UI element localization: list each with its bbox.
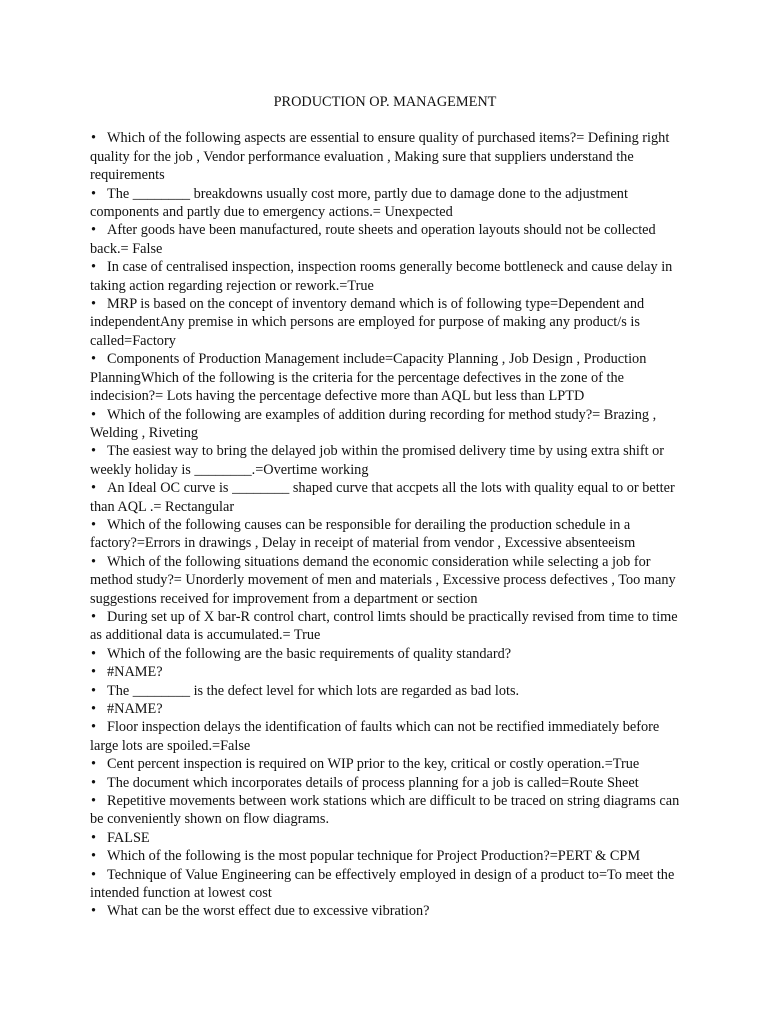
list-item-text: The document which incorporates details of process planning for a job is called=Route Sheet [107,774,639,791]
list-item-text: In case of centralised inspection, inspection rooms generally become bottleneck and cause delay in taking action regarding rejection or rework.=True [90,259,673,294]
list-item-text: The ________ is the defect level for which lots are regarded as bad lots. [107,682,520,699]
list-item [90,645,680,663]
document-page [90,93,680,921]
list-item [90,350,680,405]
list-item [90,608,680,645]
list-item-text: MRP is based on the concept of inventory demand which is of following type=Dependent and independentAny premise in which persons are employed for purpose of making any product/s is called=Factory [90,296,645,349]
list-item-text: During set up of X bar-R control chart, control limts should be practically revised from time to time as additional data is accumulated.= True [90,608,678,644]
list-item [90,866,680,903]
bullet-icon: • [91,719,97,736]
list-item-text: #NAME? [107,664,163,681]
list-item-text: What can be the worst effect due to excessive vibration? [107,903,430,920]
question-list [90,129,680,920]
bullet-icon: • [91,443,97,460]
bullet-icon: • [91,608,97,625]
list-item [90,718,680,755]
list-item [90,792,680,829]
list-item-text: Technique of Value Engineering can be effectively employed in design of a product to=To meet the intended function at lowest cost [90,866,675,902]
bullet-icon: • [91,516,97,533]
list-item [90,295,680,350]
list-item-text: Cent percent inspection is required on WIP prior to the key, critical or costly operation.=True [107,756,640,773]
list-item-text: Which of the following causes can be responsible for derailing the production schedule in a factory?=Errors in drawings , Delay in receipt of material from vendor , Excessive absenteeism [90,516,636,552]
list-item-text: Floor inspection delays the identification of faults which can not be rectified immediately before large lots are spoiled.=False [90,719,660,754]
list-item [90,829,680,847]
list-item-text: Which of the following situations demand the economic consideration while selecting a job for method study?= Unorderly movement of men and materials , Excessive process defectives , Too many suggestions received for improvement from a department or section [90,553,676,607]
list-item [90,221,680,258]
bullet-icon: • [91,553,97,570]
list-item-text: The ________ breakdowns usually cost more, partly due to damage done to the adjustment components and partly due to emergency actions.= Unexpected [90,185,628,221]
bullet-icon: • [91,793,97,810]
list-item [90,663,680,681]
list-item [90,479,680,516]
bullet-icon: • [91,866,97,883]
list-item [90,516,680,553]
bullet-icon: • [91,480,97,497]
bullet-icon: • [91,682,97,699]
bullet-icon: • [91,829,97,846]
list-item-text: FALSE [107,829,150,846]
list-item [90,553,680,608]
list-item [90,406,680,443]
bullet-icon: • [91,903,97,920]
list-item [90,755,680,773]
bullet-icon: • [91,351,97,368]
bullet-icon: • [91,756,97,773]
list-item-text: #NAME? [107,701,163,717]
list-item-text: Which of the following are the basic requirements of quality standard? [107,645,512,662]
list-item-text: Repetitive movements between work stations which are difficult to be traced on string diagrams can be conveniently shown on flow diagrams. [90,793,680,828]
bullet-icon: • [91,222,97,239]
list-item-text: An Ideal OC curve is ________ shaped curve that accpets all the lots with quality equal to or better than AQL .= Rectangular [90,480,675,515]
list-item-text: Components of Production Management include=Capacity Planning , Job Design , Production PlanningWhich of the following is the criteria for the percentage defectives in the zone of the indecision?= Lots having the percentage defective more than AQL but less than LPTD [90,351,647,405]
list-item [90,258,680,295]
list-item [90,847,680,865]
list-item [90,129,680,184]
bullet-icon: • [91,701,97,717]
list-item [90,774,680,792]
bullet-icon: • [91,259,97,276]
list-item [90,185,680,222]
bullet-icon: • [91,130,97,147]
bullet-icon: • [91,774,97,791]
list-item-text: The easiest way to bring the delayed job within the promised delivery time by using extra shift or weekly holiday is ________.=Overtime working [90,443,665,478]
list-item-text: Which of the following is the most popular technique for Project Production?=PERT & CPM [107,848,641,865]
bullet-icon: • [91,296,97,313]
list-item-text: Which of the following aspects are essential to ensure quality of purchased items?= Defining right quality for the job , Vendor performance evaluation , Making sure that suppliers understand the requirements [90,130,670,184]
list-item [90,902,680,920]
list-item [90,442,680,479]
bullet-icon: • [91,185,97,202]
list-item-text: After goods have been manufactured, route sheets and operation layouts should not be collected back.= False [90,222,656,257]
bullet-icon: • [91,848,97,865]
page-title: PRODUCTION OP. MANAGEMENT [273,94,497,110]
list-item-text: Which of the following are examples of addition during recording for method study?= Brazing , Welding , Riveting [90,406,657,441]
list-item [90,682,680,700]
list-item [90,700,680,718]
bullet-icon: • [91,645,97,662]
bullet-icon: • [91,406,97,423]
bullet-icon: • [91,664,97,681]
